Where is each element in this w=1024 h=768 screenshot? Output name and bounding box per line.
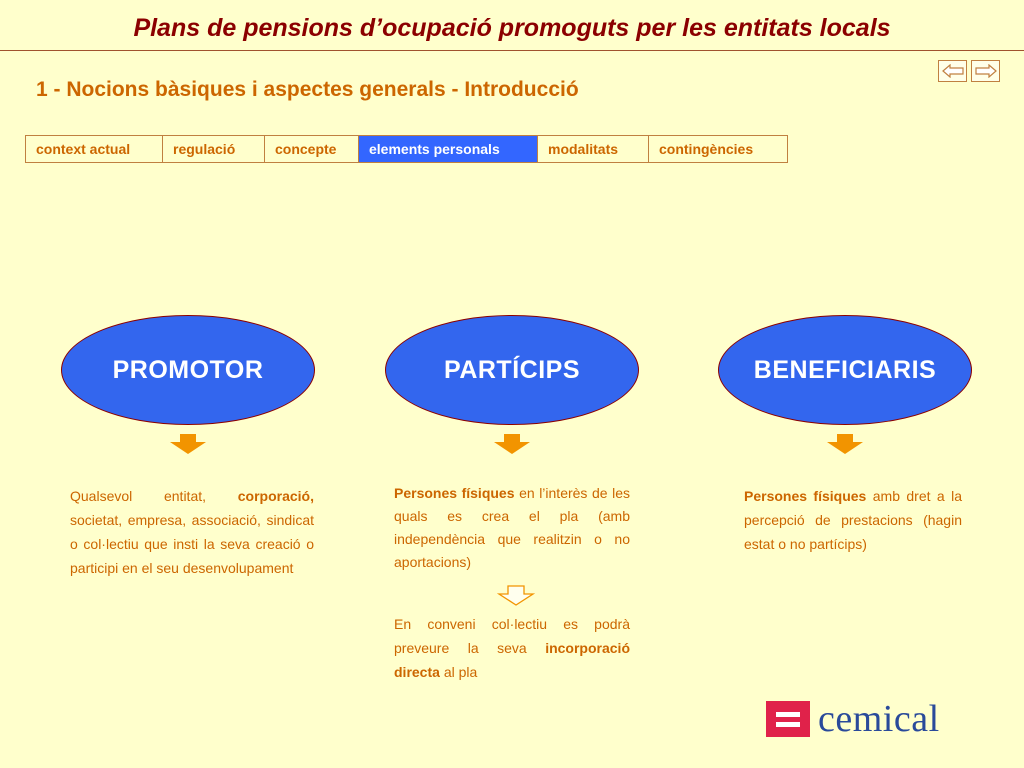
particips-extra-description: En conveni col·lectiu es podrà preveure la seva incorporació directa al pla [394, 616, 630, 680]
cemical-equals-icon [766, 701, 810, 737]
beneficiaris-label: BENEFICIARIS [753, 355, 937, 384]
tab-concepte[interactable]: concepte [265, 136, 359, 162]
particips-ellipse [385, 315, 639, 425]
tab-context-actual[interactable]: context actual [26, 136, 163, 162]
section-subtitle: 1 - Nocions bàsiques i aspectes generals - Introducció [36, 78, 579, 101]
particips-description: Persones físiques en l’interès de les quals es crea el pla (amb independència que realitzin o no aportacions) [394, 485, 631, 570]
promotor-ellipse [61, 315, 315, 425]
nav-arrows [938, 60, 1000, 82]
beneficiaris-description: Persones físiques amb dret a la percepció de prestacions (hagin estat o no partícips) [744, 488, 962, 552]
next-button[interactable] [971, 60, 1000, 82]
arrow-right-icon [975, 64, 997, 78]
logo-text: cemical [818, 698, 940, 740]
tab-modalitats[interactable]: modalitats [538, 136, 649, 162]
particips-label: PARTÍCIPS [444, 355, 580, 384]
promotor-description: Qualsevol entitat, corporació, societat, empresa, associació, sindicat o col·lectiu que insti la seva creació o participi en el seu desenvolupament [70, 488, 314, 576]
promotor-down-arrow-icon [168, 433, 208, 455]
prev-button[interactable] [938, 60, 967, 82]
arrow-left-icon [942, 64, 964, 78]
beneficiaris-down-arrow-icon [825, 433, 865, 455]
tab-contingencies[interactable]: contingències [659, 141, 754, 157]
beneficiaris-ellipse [718, 315, 972, 425]
particips-outline-down-arrow-icon [497, 585, 535, 607]
page-title: Plans de pensions d’ocupació promoguts per les entitats locals [133, 14, 891, 42]
tab-regulacio[interactable]: regulació [163, 136, 265, 162]
tab-elements-personals[interactable]: elements personals [359, 136, 538, 162]
title-divider [0, 50, 1024, 51]
particips-down-arrow-icon [492, 433, 532, 455]
cemical-logo [766, 700, 940, 738]
promotor-label: PROMOTOR [112, 355, 264, 384]
tab-bar [25, 135, 788, 163]
